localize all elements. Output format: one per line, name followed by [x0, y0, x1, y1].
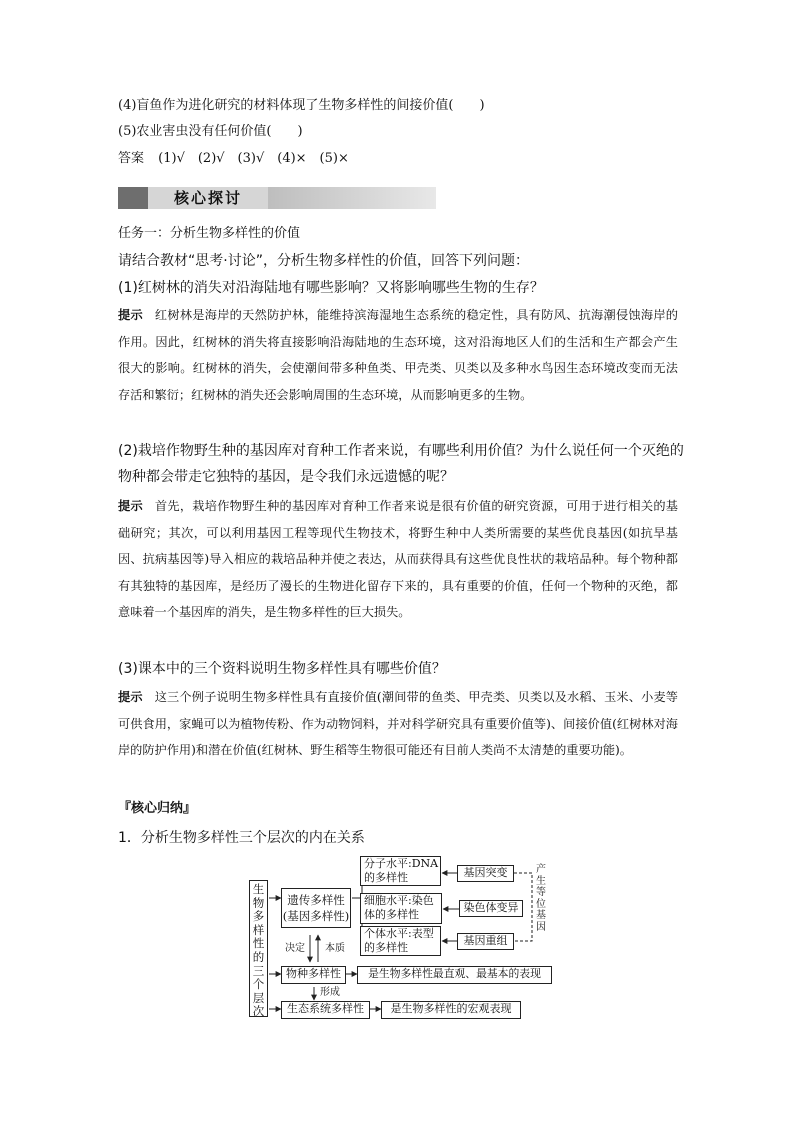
essence-label: 本质 [325, 943, 345, 954]
species-diversity-box: 物种多样性 [281, 966, 346, 984]
ecosystem-desc-box: 是生物多样性的宏观表现 [381, 1001, 521, 1019]
produce-alleles-label: 产生等位基因 [536, 864, 546, 933]
chromosome-variation-box: 染色体变异 [459, 900, 523, 917]
decide-label: 决定 [285, 943, 305, 954]
question-2-line-1: (2)栽培作物野生种的基因库对育种工作者来说，有哪些利用价值？为什么说任何一个灭绝的 [118, 443, 684, 459]
hint-label: 提示 [118, 308, 143, 322]
genetic-diversity-box: 遗传多样性(基因多样性) [281, 888, 351, 928]
answer-label: 答案 [118, 151, 145, 166]
cell-level-box: 细胞水平:染色体的多样性 [360, 893, 442, 924]
judge-item-4: (4)盲鱼作为进化研究的材料体现了生物多样性的间接价值( ) [118, 98, 485, 113]
answer-2-text: 首先，栽培作物野生种的基因库对育种工作者来说是很有价值的研究资源，可用于进行相关的基础研究；其次，可以利用基因工程等现代生物技术，将野生种中人类所需要的某些优良基因(如抗旱基因、抗病基因等)导入相应的栽培品种并使之表达，从而获得具有这些优良性状的栽培品种。每个物种都有其独特的基因库，是经历了漫长的生物进化留存下来的，具有重要的价值，任何一个物种的灭绝，都意味着一个基因库的消失，是生物多样性的巨大损失。 [118, 499, 678, 619]
species-desc-box: 是生物多样性最直观、最基本的表现 [357, 966, 552, 984]
gene-mutation-box: 基因突变 [457, 865, 514, 882]
answer-text: (1)√ (2)√ (3)√ (4)× (5)× [158, 151, 349, 166]
point-1: 1．分析生物多样性三个层次的内在关系 [118, 830, 365, 846]
answer-1-text: 红树林是海岸的天然防护林，能维持滨海湿地生态系统的稳定性，具有防风、抗海潮侵蚀海岸的作用。因此，红树林的消失将直接影响沿海陆地的生态环境，这对沿海地区人们的生活和生产都会产生很大的影响。红树林的消失，会使潮间带多种鱼类、甲壳类、贝类以及多种水鸟因生态环境改变而无法存活和繁衍；红树林的消失还会影响周围的生态环境，从而影响更多的生物。 [118, 308, 678, 402]
answer-3-text: 这三个例子说明生物多样性具有直接价值(潮间带的鱼类、甲壳类、贝类以及水稻、玉米、小麦等可供食用，家蝇可以为植物传粉、作为动物饲料，并对科学研究具有重要价值等)、间接价值(红树林对海岸的防护作用)和潜在价值(红树林、野生稻等生物很可能还有目前人类尚不太清楚的重要功能)。 [118, 690, 678, 757]
molecular-level-box: 分子水平:DNA的多样性 [360, 856, 441, 886]
individual-level-box: 个体水平:表型的多样性 [360, 926, 441, 956]
question-2-line-2: 物种都会带走它独特的基因，是令我们永远遗憾的呢？ [118, 469, 454, 485]
ecosystem-diversity-box: 生态系统多样性 [281, 1001, 370, 1019]
hint-label: 提示 [118, 499, 143, 513]
gene-recombination-box: 基因重组 [457, 933, 514, 950]
intro: 请结合教材“思考·讨论”，分析生物多样性的价值，回答下列问题： [118, 253, 529, 269]
judge-item-5: (5)农业害虫没有任何价值( ) [118, 124, 303, 139]
question-1: (1)红树林的消失对沿海陆地有哪些影响？又将影响哪些生物的生存？ [118, 280, 544, 296]
form-label: 形成 [320, 987, 340, 998]
left-label-box: 生物多样性的三个层次 [249, 880, 268, 1017]
question-3: (3)课本中的三个资料说明生物多样性具有哪些价值？ [118, 661, 446, 677]
summary-title: 『核心归纳』 [118, 801, 197, 816]
section-title: 核心探讨 [148, 187, 268, 209]
task-title: 任务一：分析生物多样性的价值 [118, 226, 301, 241]
hint-label: 提示 [118, 690, 143, 704]
